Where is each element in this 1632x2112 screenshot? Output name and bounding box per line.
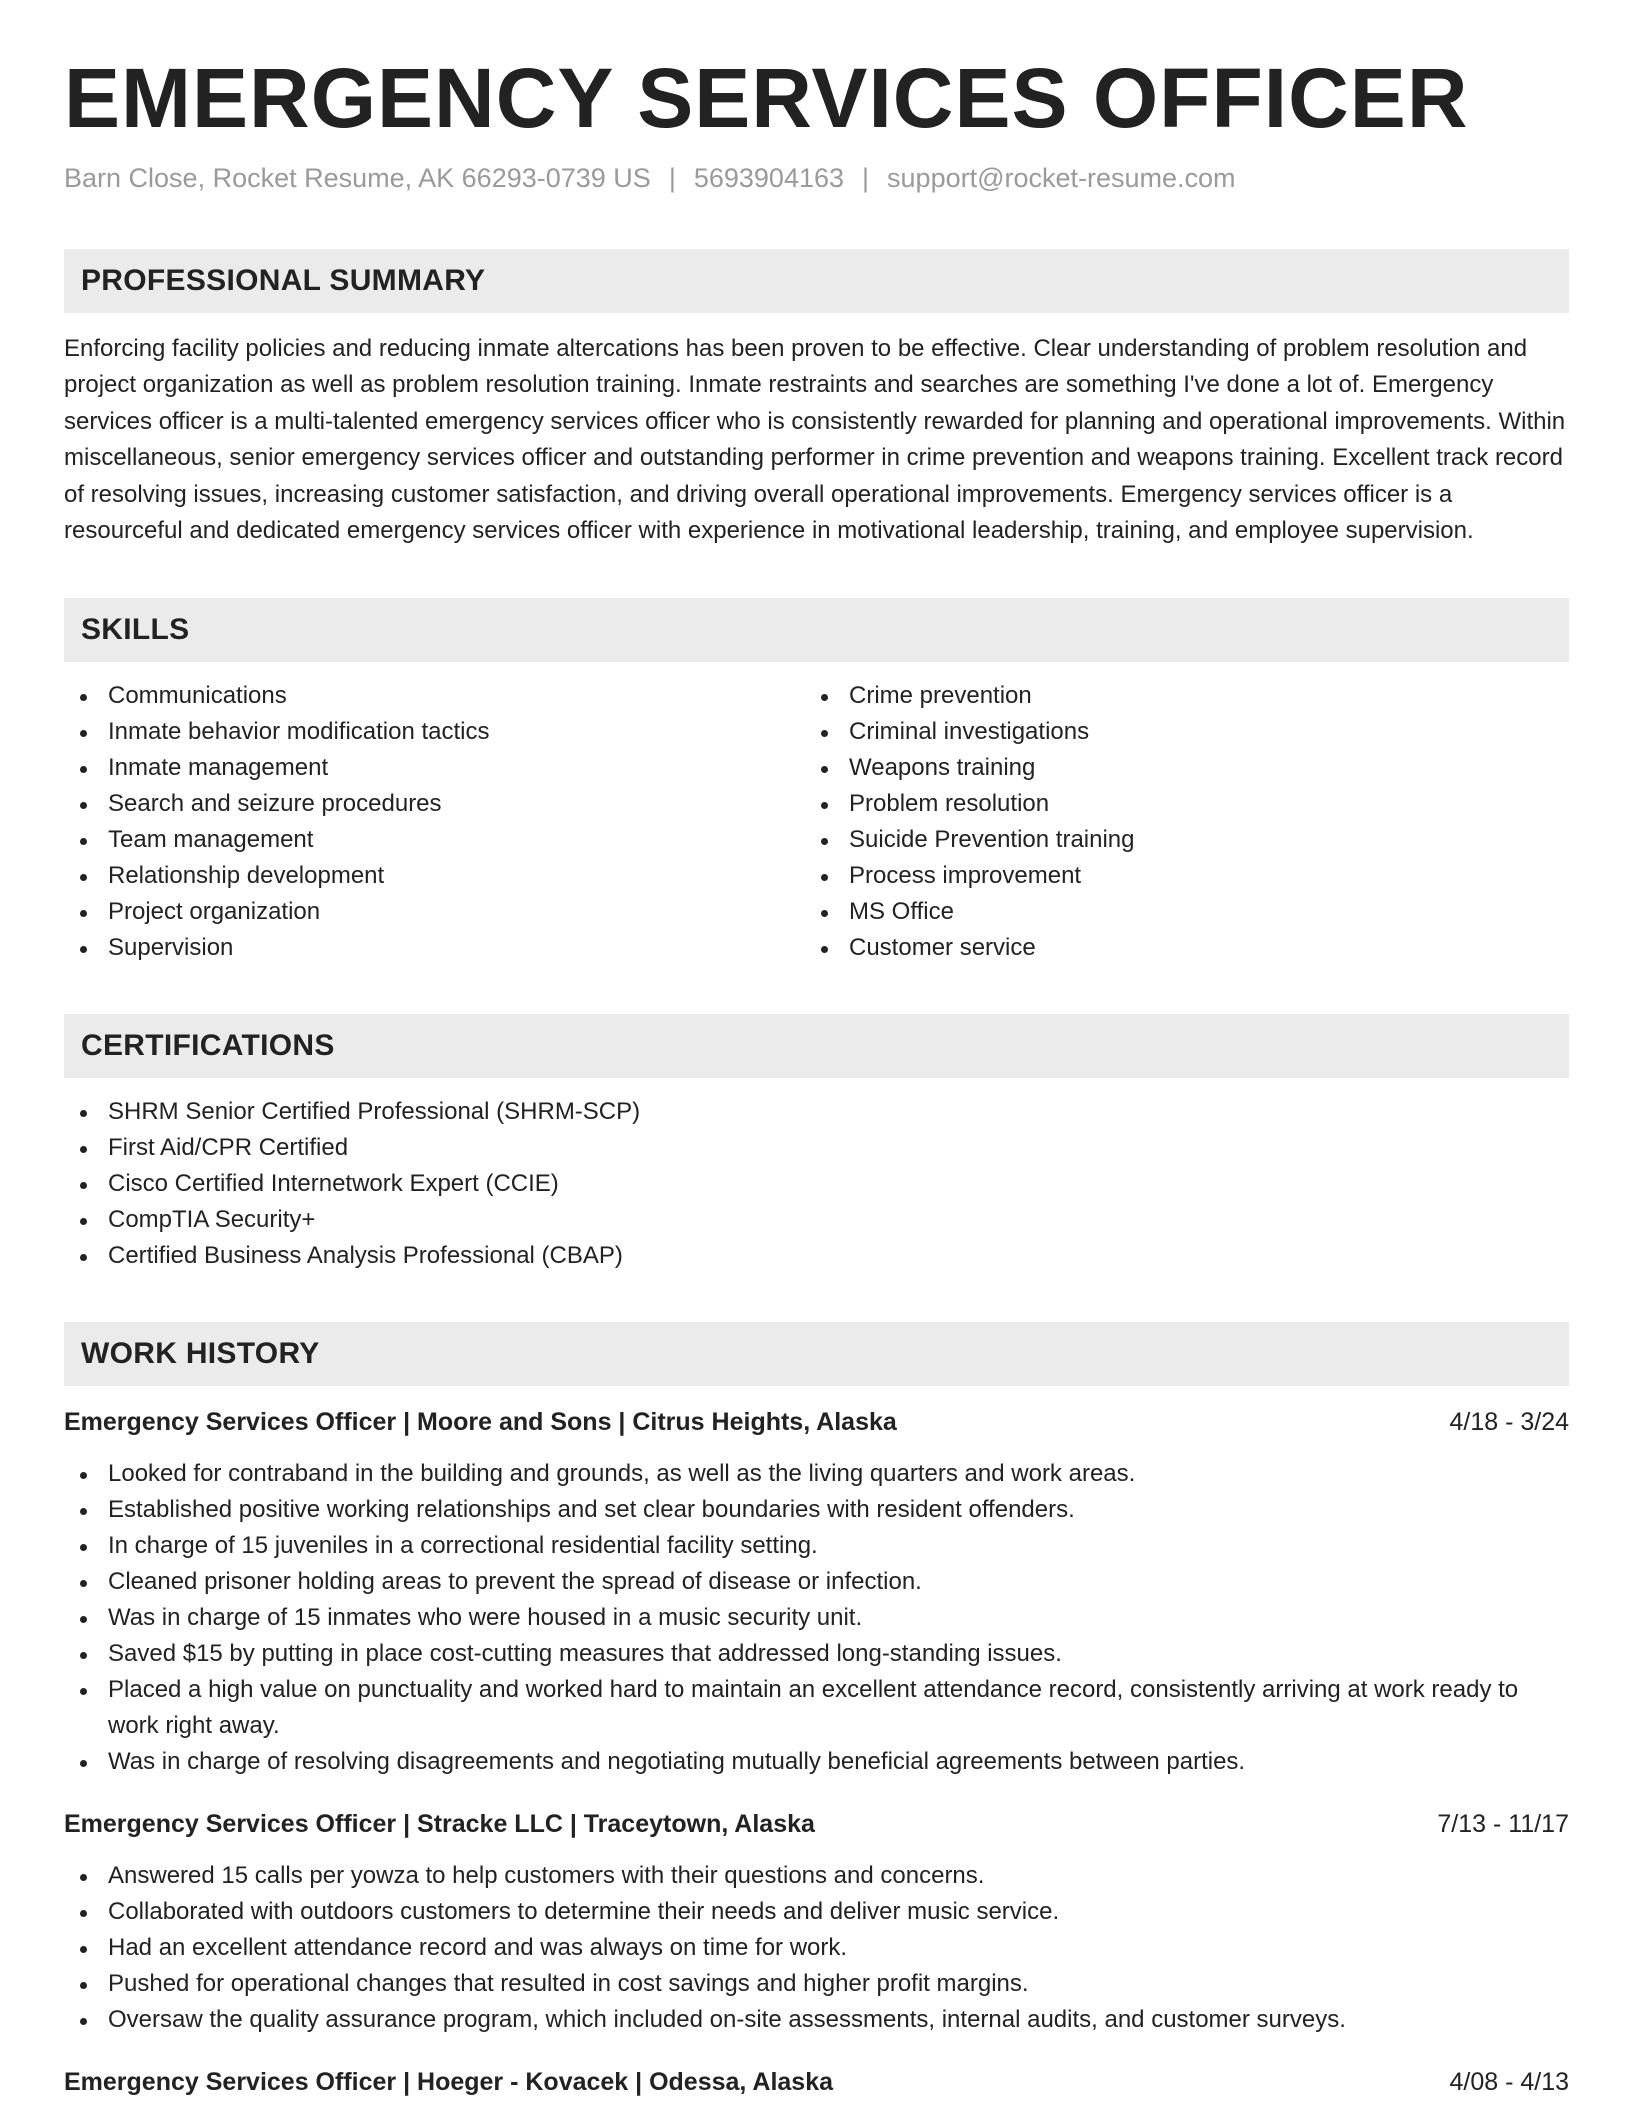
job-header: [64, 2064, 1569, 2100]
job-duty: Established positive working relationships and set clear boundaries with resident offenders.: [64, 1492, 1569, 1528]
skill-item: Suicide Prevention training: [805, 822, 1569, 858]
job-duty: Pushed for operational changes that resulted in cost savings and higher profit margins.: [64, 1966, 1569, 2002]
certification-item: CompTIA Security+: [64, 1202, 1569, 1238]
skills-section: [64, 598, 1569, 966]
certifications-list: [64, 1094, 1569, 1274]
skill-item: Team management: [64, 822, 805, 858]
job-dates: 4/08 - 4/13: [1449, 2067, 1569, 2096]
job-duty: Answered 15 calls per yowza to help customers with their questions and concerns.: [64, 1858, 1569, 1894]
job-dates: 4/18 - 3/24: [1449, 1407, 1569, 1436]
contact-line: [64, 162, 1569, 194]
skill-item: Inmate behavior modification tactics: [64, 714, 805, 750]
certifications-heading: CERTIFICATIONS: [64, 1014, 1569, 1078]
contact-separator: |: [668, 163, 676, 194]
job-header: [64, 1806, 1569, 1842]
contact-email: support@rocket-resume.com: [887, 163, 1236, 194]
job-duty: Oversaw the quality assurance program, which included on-site assessments, internal audits, and customer surveys.: [64, 2002, 1569, 2038]
contact-separator: |: [862, 163, 870, 194]
skill-item: Search and seizure procedures: [64, 786, 805, 822]
job-entry: [64, 2064, 1569, 2100]
job-title: Emergency Services Officer | Hoeger - Kovacek | Odessa, Alaska: [64, 2067, 834, 2096]
job-duty: Was in charge of resolving disagreements and negotiating mutually beneficial agreements between parties.: [64, 1744, 1569, 1780]
work-history-heading: WORK HISTORY: [64, 1322, 1569, 1386]
skill-item: Inmate management: [64, 750, 805, 786]
skill-item: Customer service: [805, 930, 1569, 966]
job-dates: 7/13 - 11/17: [1437, 1809, 1569, 1838]
summary-heading: PROFESSIONAL SUMMARY: [64, 249, 1569, 313]
job-entry: [64, 1806, 1569, 2038]
candidate-name: EMERGENCY SERVICES OFFICER: [64, 51, 1469, 145]
certifications-section: [64, 1014, 1569, 1274]
certification-item: First Aid/CPR Certified: [64, 1130, 1569, 1166]
job-entry: [64, 1404, 1569, 1780]
job-duties-list: [64, 1456, 1569, 1780]
certification-item: Certified Business Analysis Professional (CBAP): [64, 1238, 1569, 1274]
certification-item: SHRM Senior Certified Professional (SHRM-SCP): [64, 1094, 1569, 1130]
skill-item: MS Office: [805, 894, 1569, 930]
job-duty: In charge of 15 juveniles in a correctional residential facility setting.: [64, 1528, 1569, 1564]
skill-item: Criminal investigations: [805, 714, 1569, 750]
job-duty: Placed a high value on punctuality and worked hard to maintain an excellent attendance record, consistently arriving at work ready to work right away.: [64, 1672, 1569, 1744]
certification-item: Cisco Certified Internetwork Expert (CCIE): [64, 1166, 1569, 1202]
skills-heading: SKILLS: [64, 598, 1569, 662]
skill-item: Supervision: [64, 930, 805, 966]
skill-item: Crime prevention: [805, 678, 1569, 714]
job-title: Emergency Services Officer | Moore and Sons | Citrus Heights, Alaska: [64, 1407, 897, 1436]
skill-item: Communications: [64, 678, 805, 714]
job-duty: Was in charge of 15 inmates who were housed in a music security unit.: [64, 1600, 1569, 1636]
job-duty: Cleaned prisoner holding areas to prevent the spread of disease or infection.: [64, 1564, 1569, 1600]
work-history-section: [64, 1322, 1569, 2100]
job-duty: Looked for contraband in the building and grounds, as well as the living quarters and work areas.: [64, 1456, 1569, 1492]
job-duty: Saved $15 by putting in place cost-cutting measures that addressed long-standing issues.: [64, 1636, 1569, 1672]
contact-address: Barn Close, Rocket Resume, AK 66293-0739 US: [64, 163, 651, 194]
job-duty: Had an excellent attendance record and was always on time for work.: [64, 1930, 1569, 1966]
skills-left-list: [64, 678, 805, 966]
skill-item: Project organization: [64, 894, 805, 930]
skills-right-list: [805, 678, 1569, 966]
job-title: Emergency Services Officer | Stracke LLC | Traceytown, Alaska: [64, 1809, 815, 1838]
skill-item: Process improvement: [805, 858, 1569, 894]
skill-item: Problem resolution: [805, 786, 1569, 822]
skill-item: Weapons training: [805, 750, 1569, 786]
summary-section: [64, 249, 1569, 550]
skills-grid: [64, 678, 1569, 966]
summary-text: Enforcing facility policies and reducing inmate altercations has been proven to be effective. Clear understanding of problem resolution and project organization as well as problem resolution training. Inmate restraints and searches are something I've done a lot of. Emergency services officer is a multi-talented emergency services officer who is consistently rewarded for planning and operational improvements. Within miscellaneous, senior emergency services officer and outstanding performer in crime prevention and weapons training. Excellent track record of resolving issues, increasing customer satisfaction, and driving overall operational improvements. Emergency services officer is a resourceful and dedicated emergency services officer with experience in motivational leadership, training, and employee supervision.: [64, 334, 1566, 545]
skill-item: Relationship development: [64, 858, 805, 894]
job-header: [64, 1404, 1569, 1440]
job-duty: Collaborated with outdoors customers to determine their needs and deliver music service.: [64, 1894, 1569, 1930]
contact-phone: 5693904163: [693, 163, 845, 194]
job-duties-list: [64, 1858, 1569, 2038]
